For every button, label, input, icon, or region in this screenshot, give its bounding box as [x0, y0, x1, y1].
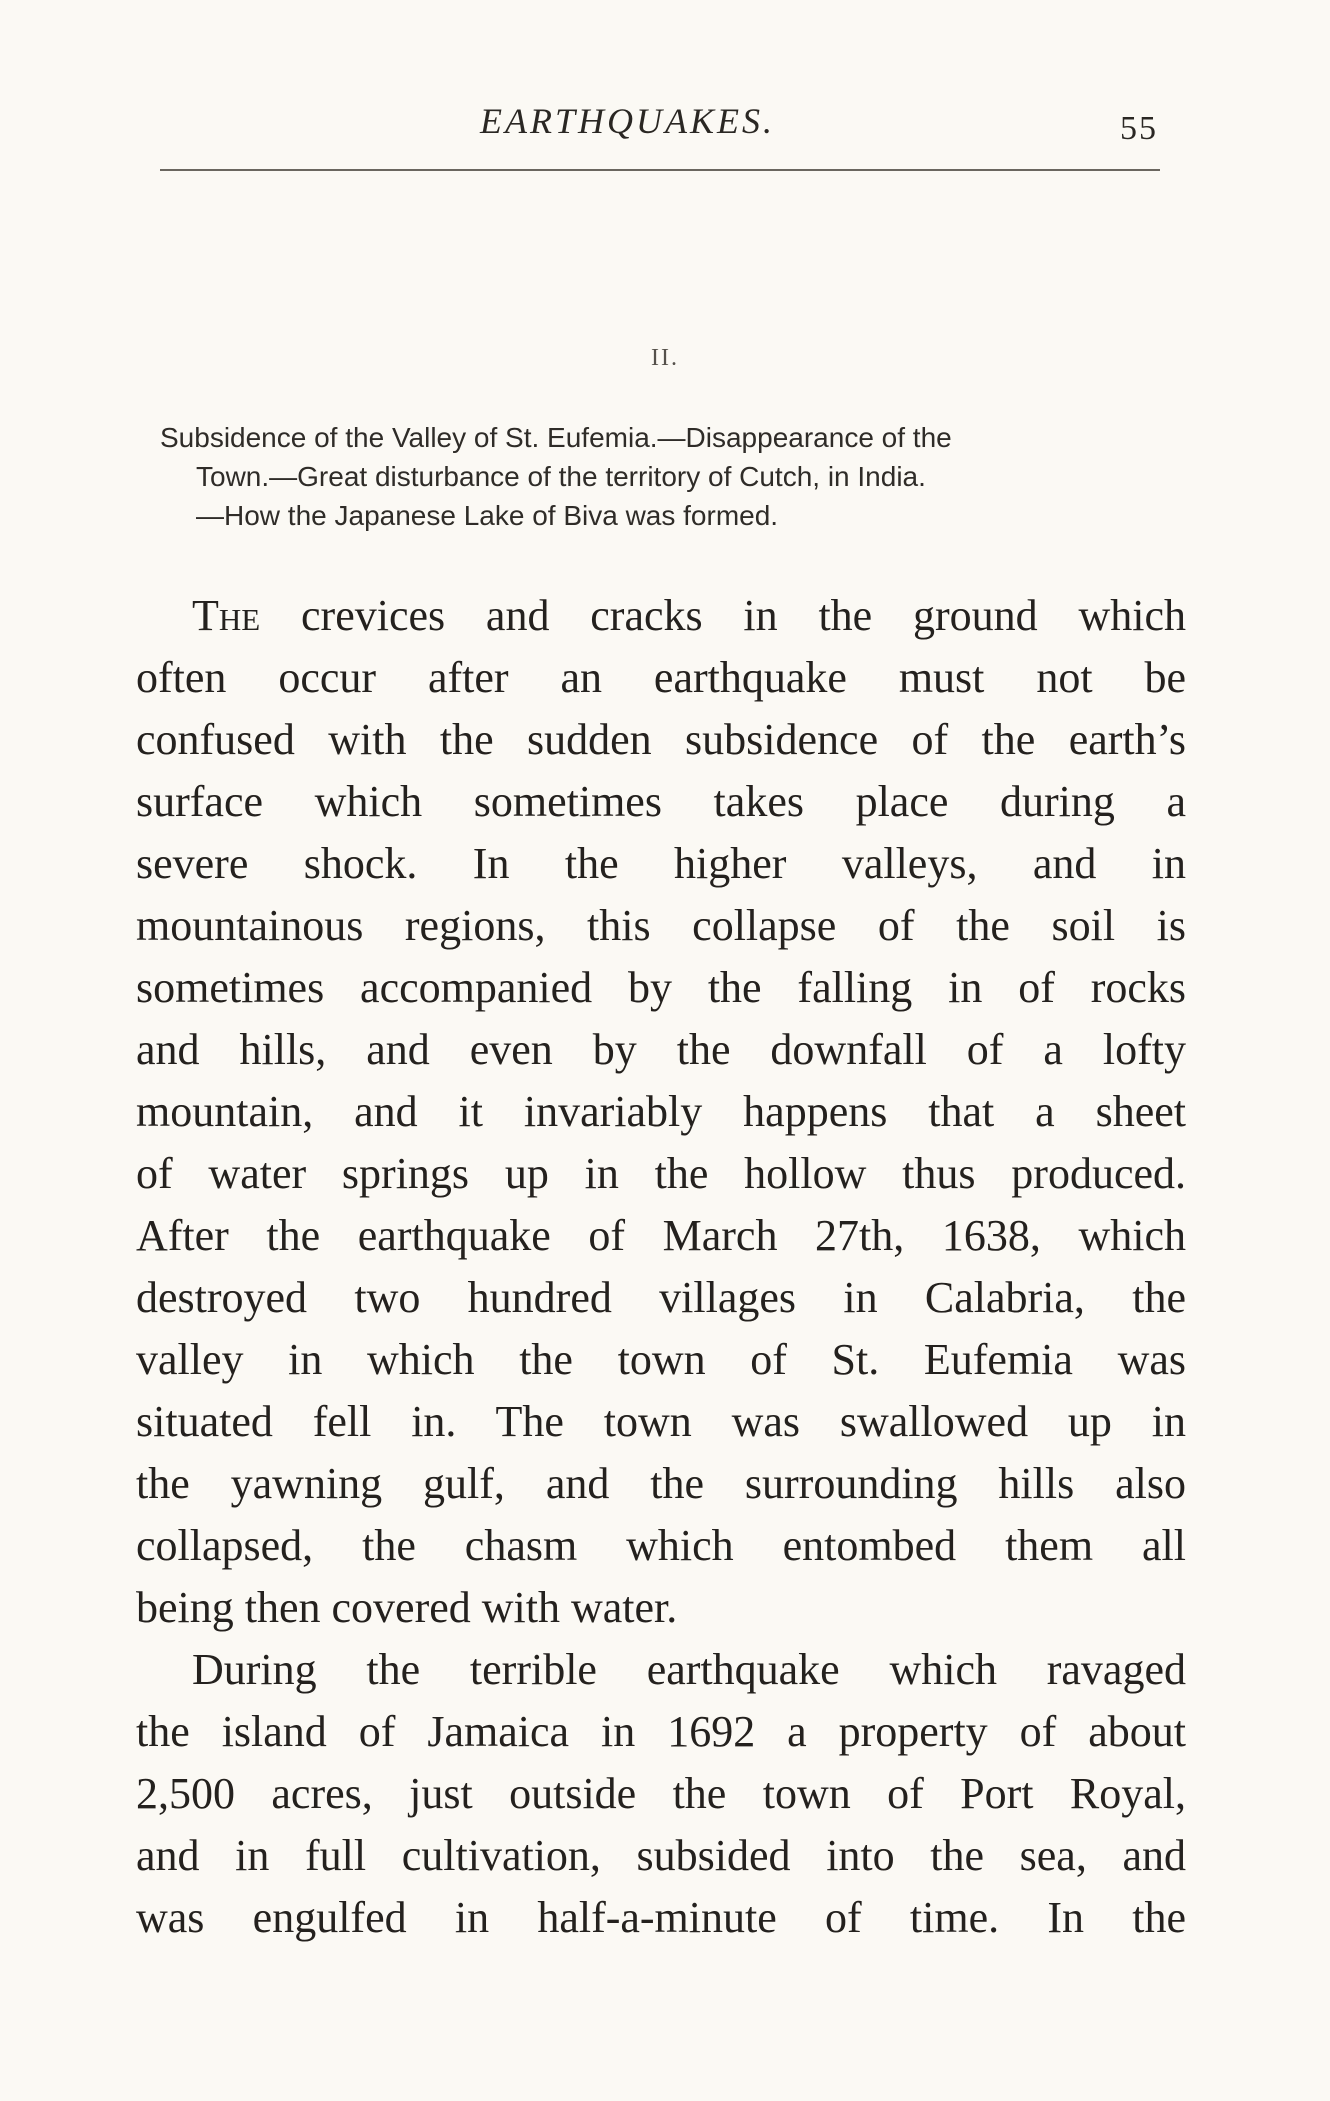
paragraph-line: sometimes accompanied by the falling in of rocks: [136, 963, 1186, 1012]
page-number: 55: [1120, 110, 1158, 147]
drop-word: The: [192, 591, 261, 640]
paragraph-line: being then covered with water.: [136, 1583, 678, 1632]
paragraph-line: confused with the sudden subsidence of the earth’s: [136, 715, 1186, 764]
paragraph-line: mountain, and it invariably happens that a sheet: [136, 1087, 1186, 1136]
chapter-summary: [160, 418, 1180, 535]
paragraph-line: and in full cultivation, subsided into the sea, and: [136, 1831, 1186, 1880]
paragraph-line: and hills, and even by the downfall of a lofty: [136, 1025, 1186, 1074]
paragraph-line: valley in which the town of St. Eufemia was: [136, 1335, 1186, 1384]
body-text: [136, 585, 1186, 1949]
paragraph-line: 2,500 acres, just outside the town of Port Royal,: [136, 1769, 1186, 1818]
paragraph-line: was engulfed in half-a-minute of time. In the: [136, 1893, 1186, 1942]
paragraph-line: After the earthquake of March 27th, 1638, which: [136, 1211, 1186, 1260]
summary-line: Town.—Great disturbance of the territory of Cutch, in India.: [196, 461, 926, 492]
paragraph-line: destroyed two hundred villages in Calabria, the: [136, 1273, 1186, 1322]
paragraph-line: collapsed, the chasm which entombed them all: [136, 1521, 1186, 1570]
paragraph-line: mountainous regions, this collapse of the soil is: [136, 901, 1186, 950]
paragraph-line: of water springs up in the hollow thus produced.: [136, 1149, 1186, 1198]
running-title: EARTHQUAKES.: [480, 101, 775, 141]
paragraph-line: During the terrible earthquake which ravaged: [192, 1645, 1186, 1694]
summary-line: —How the Japanese Lake of Biva was formed.: [196, 500, 779, 531]
paragraph-line: The crevices and cracks in the ground which: [192, 591, 1186, 640]
chapter-number: II.: [651, 345, 679, 371]
summary-line: Subsidence of the Valley of St. Eufemia.—Disappearance of the: [160, 422, 952, 453]
paragraph-line: the island of Jamaica in 1692 a property of about: [136, 1707, 1186, 1756]
paragraph-line: the yawning gulf, and the surrounding hills also: [136, 1459, 1186, 1508]
paragraph-line: surface which sometimes takes place during a: [136, 777, 1186, 826]
page-header: [0, 100, 1330, 160]
paragraph-line: situated fell in. The town was swallowed up in: [136, 1397, 1186, 1446]
paragraph-line: often occur after an earthquake must not be: [136, 653, 1186, 702]
paragraph-line: severe shock. In the higher valleys, and in: [136, 839, 1186, 888]
header-rule: [160, 169, 1160, 171]
